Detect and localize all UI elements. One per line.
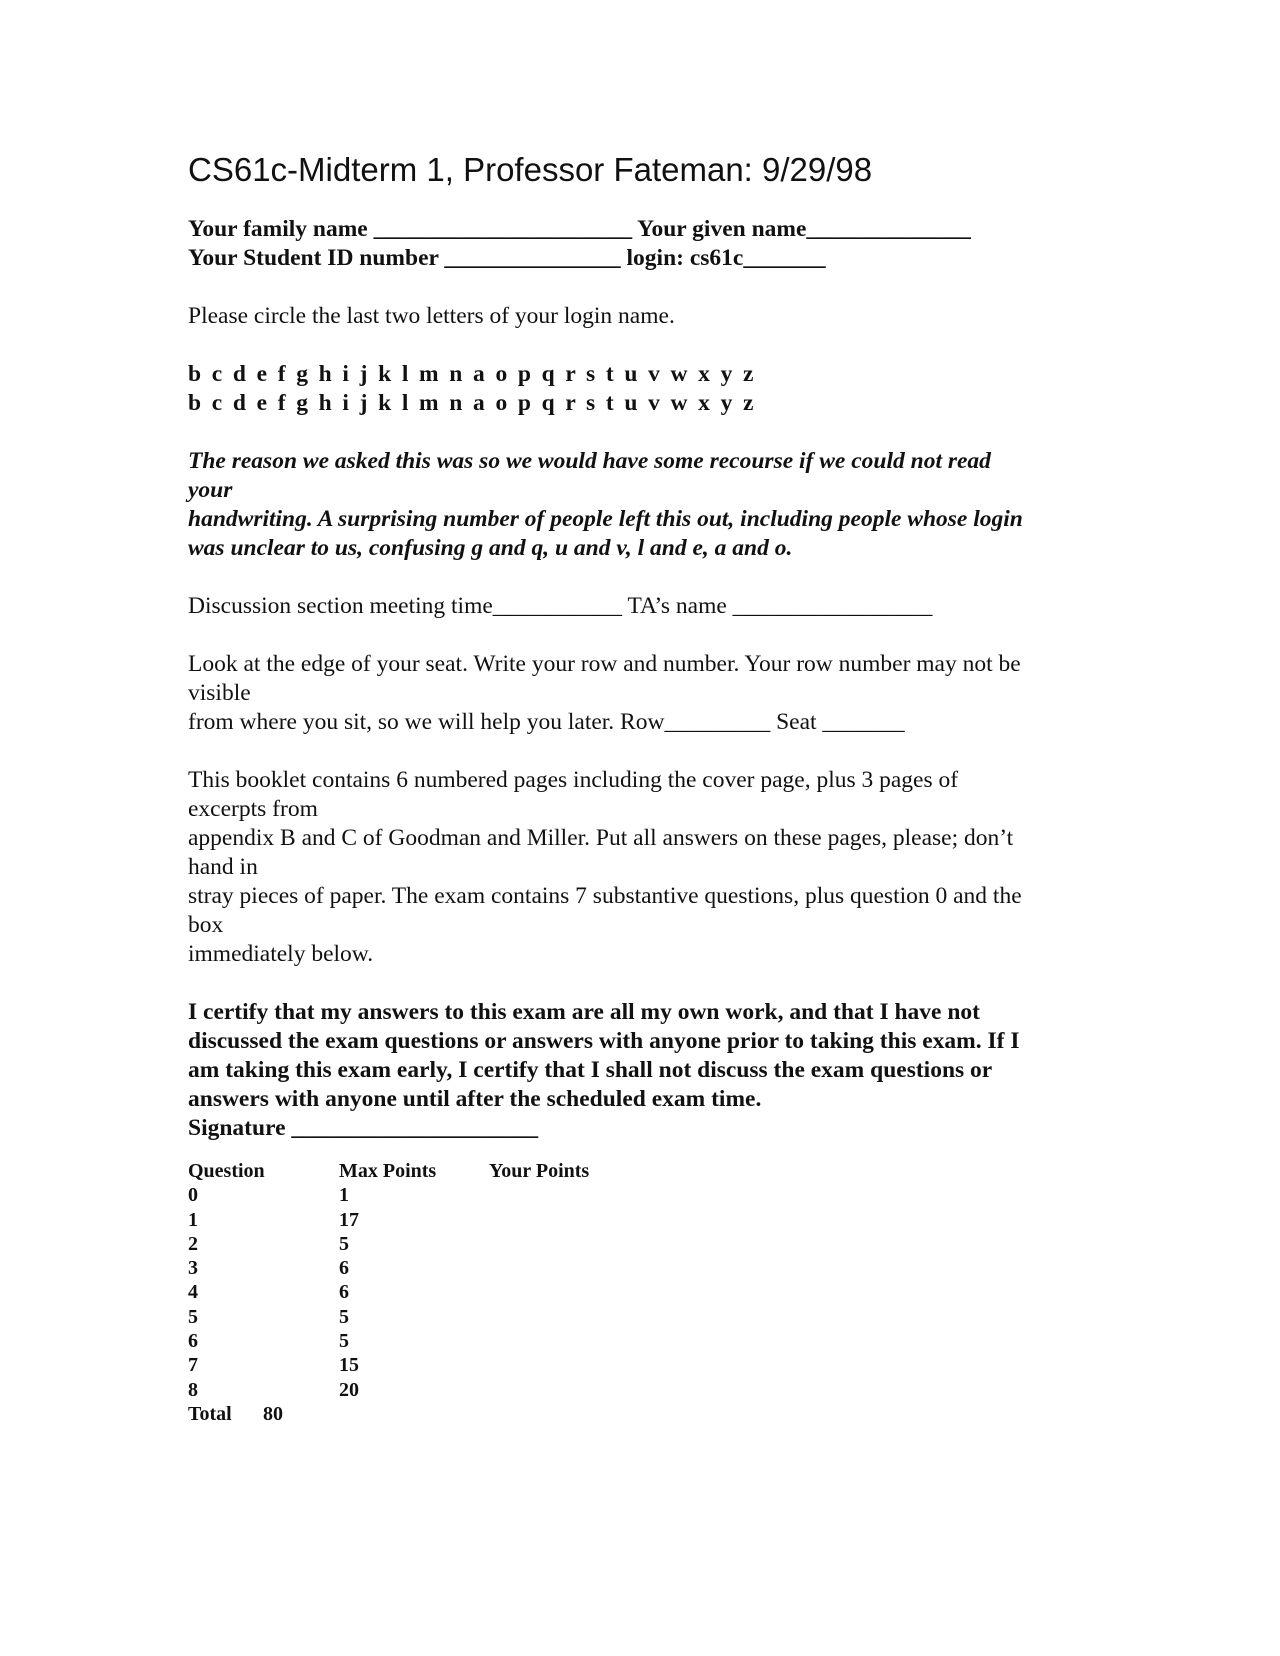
question-number: 3	[188, 1257, 198, 1280]
question-number: 2	[188, 1232, 198, 1255]
question-number: 7	[188, 1354, 198, 1377]
seat-instructions	[188, 650, 1088, 737]
total-row	[188, 1402, 1088, 1426]
page-title: CS61c-Midterm 1, Professor Fateman: 9/29/98	[188, 151, 873, 188]
booklet-line: stray pieces of paper. The exam contains 7 substantive questions, plus question 0 and the	[188, 883, 1022, 909]
signature-line: Signature _____________________	[188, 1115, 539, 1141]
max-points: 5	[339, 1305, 349, 1328]
table-row	[188, 1256, 1088, 1280]
student-id-line: Your Student ID number _______________ login: cs61c_______	[188, 245, 826, 271]
certification-line: am taking this exam early, I certify that I shall not discuss the exam questions or	[188, 1057, 993, 1083]
total-value: 80	[263, 1402, 283, 1425]
score-table	[188, 1159, 1088, 1426]
certification-statement	[188, 998, 1088, 1143]
header-your-points: Your Points	[489, 1160, 590, 1182]
question-number: 5	[188, 1305, 198, 1328]
max-points: 20	[339, 1378, 359, 1401]
note-line: was unclear to us, confusing g and q, u and v, l and e, a and o.	[188, 535, 793, 561]
total-label: Total	[188, 1402, 232, 1425]
certification-line: discussed the exam questions or answers with anyone prior to taking this exam. If I	[188, 1028, 1020, 1054]
booklet-line: appendix B and C of Goodman and Miller. Put all answers on these pages, please; don’t	[188, 825, 1014, 851]
question-number: 0	[188, 1184, 198, 1207]
booklet-description	[188, 766, 1088, 969]
max-points: 1	[339, 1184, 349, 1207]
max-points: 6	[339, 1257, 349, 1280]
max-points: 5	[339, 1232, 349, 1255]
question-number: 6	[188, 1330, 198, 1353]
booklet-line: This booklet contains 6 numbered pages including the cover page, plus 3 pages of	[188, 767, 959, 793]
note-line: your	[188, 477, 233, 503]
question-number: 1	[188, 1208, 198, 1231]
header-max-points: Max Points	[339, 1160, 437, 1182]
table-row	[188, 1329, 1088, 1353]
seat-line: from where you sit, so we will help you later. Row_________ Seat _______	[188, 709, 905, 735]
score-table-header	[188, 1159, 1088, 1183]
table-row	[188, 1232, 1088, 1256]
discussion-section-line: Discussion section meeting time___________ TA’s name _________________	[188, 593, 933, 619]
table-row	[188, 1305, 1088, 1329]
booklet-line: immediately below.	[188, 941, 374, 967]
certification-line: answers with anyone until after the scheduled exam time.	[188, 1086, 762, 1112]
handwriting-note	[188, 447, 1088, 563]
booklet-line: excerpts from	[188, 796, 318, 822]
table-row	[188, 1208, 1088, 1232]
max-points: 5	[339, 1330, 349, 1353]
letters-row-2: b c d e f g h i j k l m n a o p q r s t u v w x y z	[188, 390, 756, 416]
table-row	[188, 1280, 1088, 1304]
table-row	[188, 1353, 1088, 1377]
name-fields-line: Your family name ______________________ Your given name______________	[188, 216, 971, 242]
max-points: 17	[339, 1208, 359, 1231]
table-row	[188, 1378, 1088, 1402]
booklet-line: hand in	[188, 854, 258, 880]
login-instruction: Please circle the last two letters of your login name.	[188, 303, 675, 329]
note-line: The reason we asked this was so we would have some recourse if we could not read	[188, 448, 991, 474]
exam-cover-page	[188, 150, 1088, 1426]
booklet-line: box	[188, 912, 224, 938]
question-number: 4	[188, 1281, 198, 1304]
max-points: 15	[339, 1354, 359, 1377]
table-row	[188, 1183, 1088, 1207]
seat-line: Look at the edge of your seat. Write your row and number. Your row number may not be	[188, 651, 1021, 677]
seat-line: visible	[188, 680, 251, 706]
certification-line: I certify that my answers to this exam are all my own work, and that I have not	[188, 999, 980, 1025]
header-question: Question	[188, 1160, 265, 1182]
letters-row-1: b c d e f g h i j k l m n a o p q r s t u v w x y z	[188, 361, 756, 387]
question-number: 8	[188, 1378, 198, 1401]
max-points: 6	[339, 1281, 349, 1304]
note-line: handwriting. A surprising number of people left this out, including people whose login	[188, 506, 1023, 532]
